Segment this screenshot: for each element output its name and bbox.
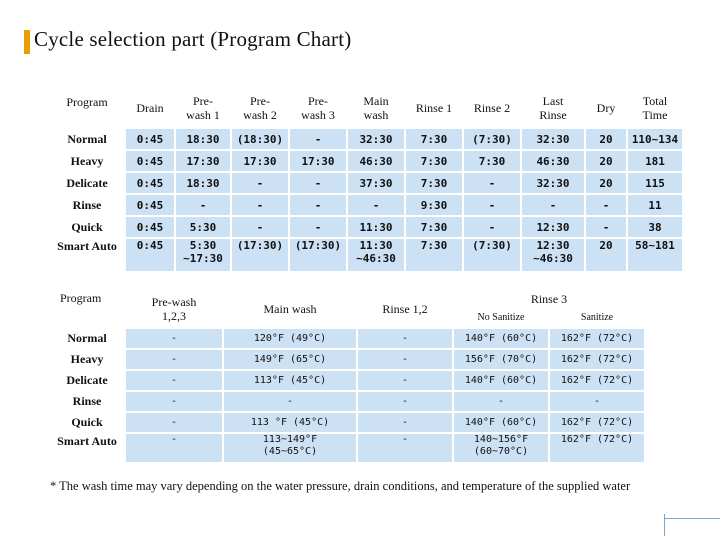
program-chart-cell: 38 xyxy=(627,216,683,238)
program-chart-cell: 0:45 xyxy=(125,128,175,150)
temp-header-program: Program xyxy=(49,290,125,328)
program-chart-header: Rinse 1 xyxy=(405,88,463,128)
program-chart-cell: 0:45 xyxy=(125,238,175,272)
program-chart-row xyxy=(49,216,683,238)
temperature-chart-cell: 140°F (60°C) xyxy=(453,370,549,391)
temperature-chart-cell: - xyxy=(357,349,453,370)
temp-header-sanitize: Sanitize xyxy=(549,308,645,328)
program-chart-cell: 20 xyxy=(585,128,627,150)
temperature-chart-cell: 113~149°F (45~65°C) xyxy=(223,433,357,463)
program-chart-cell: 115 xyxy=(627,172,683,194)
program-chart-header: Last Rinse xyxy=(521,88,585,128)
temperature-chart-cell: - xyxy=(125,328,223,349)
program-chart-cell: 32:30 xyxy=(521,128,585,150)
program-chart-cell: 37:30 xyxy=(347,172,405,194)
program-chart-cell: - xyxy=(463,216,521,238)
program-chart-cell: - xyxy=(231,194,289,216)
program-chart-cell: 46:30 xyxy=(347,150,405,172)
program-chart-cell: 5:30 ~17:30 xyxy=(175,238,231,272)
program-chart-cell: 5:30 xyxy=(175,216,231,238)
temp-header-no-sanitize: No Sanitize xyxy=(453,308,549,328)
program-chart-cell: - xyxy=(585,216,627,238)
program-chart-cell: 181 xyxy=(627,150,683,172)
program-chart-cell: 32:30 xyxy=(521,172,585,194)
temperature-chart-cell: - xyxy=(549,391,645,412)
program-chart-row xyxy=(49,194,683,216)
program-name: Heavy xyxy=(49,150,125,172)
program-chart-cell: - xyxy=(289,216,347,238)
temperature-chart-cell: - xyxy=(125,391,223,412)
program-chart-cell: 11 xyxy=(627,194,683,216)
program-name: Delicate xyxy=(49,172,125,194)
program-name: Normal xyxy=(49,128,125,150)
program-name: Smart Auto xyxy=(49,238,125,272)
temperature-chart-cell: 120°F (49°C) xyxy=(223,328,357,349)
temperature-chart-row xyxy=(49,349,645,370)
temperature-chart-cell: 162°F (72°C) xyxy=(549,370,645,391)
program-chart-cell: 20 xyxy=(585,150,627,172)
temperature-chart-row xyxy=(49,328,645,349)
program-chart-row xyxy=(49,150,683,172)
program-chart-cell: - xyxy=(175,194,231,216)
temperature-chart-row xyxy=(49,433,645,463)
temperature-chart-cell: 162°F (72°C) xyxy=(549,349,645,370)
program-chart-cell: 58~181 xyxy=(627,238,683,272)
program-chart-cell: 7:30 xyxy=(405,128,463,150)
program-chart-cell: 32:30 xyxy=(347,128,405,150)
temperature-chart-cell: 113 °F (45°C) xyxy=(223,412,357,433)
program-chart-cell: 18:30 xyxy=(175,128,231,150)
program-chart-cell: (17:30) xyxy=(231,238,289,272)
program-chart-cell: 11:30 ~46:30 xyxy=(347,238,405,272)
program-chart-cell: 18:30 xyxy=(175,172,231,194)
program-chart-cell: - xyxy=(347,194,405,216)
temperature-chart-cell: - xyxy=(125,370,223,391)
program-chart-row xyxy=(49,172,683,194)
program-chart-cell: 46:30 xyxy=(521,150,585,172)
program-chart-row xyxy=(49,128,683,150)
temperature-chart-cell: 113°F (45°C) xyxy=(223,370,357,391)
temperature-chart-row xyxy=(49,412,645,433)
program-chart-cell: 0:45 xyxy=(125,150,175,172)
temperature-chart-cell: - xyxy=(357,391,453,412)
program-chart-table xyxy=(49,88,683,272)
temperature-chart-cell: - xyxy=(357,370,453,391)
footnote: * The wash time may vary depending on the water pressure, drain conditions, and temperature of the supplied water xyxy=(50,479,631,493)
temperature-chart-cell: - xyxy=(125,433,223,463)
program-chart-cell: 20 xyxy=(585,172,627,194)
program-name: Delicate xyxy=(49,370,125,391)
program-chart-cell: 17:30 xyxy=(175,150,231,172)
program-chart-header: Program xyxy=(49,88,125,128)
program-chart-cell: 0:45 xyxy=(125,172,175,194)
program-name: Heavy xyxy=(49,349,125,370)
program-name: Quick xyxy=(49,412,125,433)
page-title: Cycle selection part (Program Chart) xyxy=(34,27,352,51)
program-chart-cell: - xyxy=(231,172,289,194)
temperature-chart-cell: 162°F (72°C) xyxy=(549,433,645,463)
program-chart-cell: 0:45 xyxy=(125,194,175,216)
program-chart-header: Pre- wash 3 xyxy=(289,88,347,128)
program-chart-cell: - xyxy=(289,172,347,194)
program-chart-header: Dry xyxy=(585,88,627,128)
temperature-chart-cell: - xyxy=(125,349,223,370)
temp-header-main-wash: Main wash xyxy=(223,290,357,328)
program-chart-cell: 7:30 xyxy=(463,150,521,172)
temp-header-prewash: Pre-wash 1,2,3 xyxy=(125,290,223,328)
program-name: Smart Auto xyxy=(49,433,125,463)
program-chart-header: Pre- wash 1 xyxy=(175,88,231,128)
program-chart-cell: 17:30 xyxy=(289,150,347,172)
program-chart-cell: - xyxy=(289,128,347,150)
program-chart-cell: 9:30 xyxy=(405,194,463,216)
program-name: Quick xyxy=(49,216,125,238)
corner-divider-horizontal xyxy=(664,518,720,519)
program-chart-cell: 7:30 xyxy=(405,172,463,194)
temperature-chart-cell: 140°F (60°C) xyxy=(453,412,549,433)
temperature-chart-cell: - xyxy=(223,391,357,412)
program-chart-cell: - xyxy=(463,194,521,216)
program-chart-header: Main wash xyxy=(347,88,405,128)
program-name: Rinse xyxy=(49,194,125,216)
program-chart-cell: (17:30) xyxy=(289,238,347,272)
temperature-chart-cell: - xyxy=(125,412,223,433)
temperature-chart-cell: 140~156°F (60~70°C) xyxy=(453,433,549,463)
temperature-chart-cell: 149°F (65°C) xyxy=(223,349,357,370)
program-chart-cell: 110~134 xyxy=(627,128,683,150)
program-chart-cell: 20 xyxy=(585,238,627,272)
program-chart-cell: - xyxy=(585,194,627,216)
program-name: Rinse xyxy=(49,391,125,412)
program-chart-cell: (7:30) xyxy=(463,238,521,272)
program-chart-header: Rinse 2 xyxy=(463,88,521,128)
program-chart-cell: 12:30 xyxy=(521,216,585,238)
temperature-chart-cell: 140°F (60°C) xyxy=(453,328,549,349)
program-chart-cell: (18:30) xyxy=(231,128,289,150)
program-chart-cell: - xyxy=(231,216,289,238)
program-chart-cell: - xyxy=(521,194,585,216)
temperature-chart-cell: 162°F (72°C) xyxy=(549,412,645,433)
program-chart-header: Pre- wash 2 xyxy=(231,88,289,128)
temp-header-rinse-1-2: Rinse 1,2 xyxy=(357,290,453,328)
program-chart-cell: (7:30) xyxy=(463,128,521,150)
program-chart-cell: - xyxy=(289,194,347,216)
temperature-chart-cell: - xyxy=(357,412,453,433)
temperature-chart-cell: 156°F (70°C) xyxy=(453,349,549,370)
temperature-chart-cell: - xyxy=(357,328,453,349)
temp-header-rinse-3: Rinse 3 xyxy=(453,290,645,308)
temperature-chart-cell: - xyxy=(357,433,453,463)
program-chart-cell: 12:30 ~46:30 xyxy=(521,238,585,272)
program-chart-cell: 7:30 xyxy=(405,238,463,272)
temperature-chart-cell: 162°F (72°C) xyxy=(549,328,645,349)
program-chart-cell: - xyxy=(463,172,521,194)
program-chart-cell: 17:30 xyxy=(231,150,289,172)
program-chart-row xyxy=(49,238,683,272)
program-chart-header: Drain xyxy=(125,88,175,128)
temperature-chart-cell: - xyxy=(453,391,549,412)
temperature-chart-row xyxy=(49,391,645,412)
title-accent-bar xyxy=(24,30,30,54)
program-chart-cell: 7:30 xyxy=(405,216,463,238)
program-chart-cell: 11:30 xyxy=(347,216,405,238)
program-chart-header-row xyxy=(49,88,683,128)
program-name: Normal xyxy=(49,328,125,349)
temperature-chart-table xyxy=(49,290,645,463)
program-chart-cell: 0:45 xyxy=(125,216,175,238)
temperature-chart-row xyxy=(49,370,645,391)
program-chart-cell: 7:30 xyxy=(405,150,463,172)
program-chart-header: Total Time xyxy=(627,88,683,128)
